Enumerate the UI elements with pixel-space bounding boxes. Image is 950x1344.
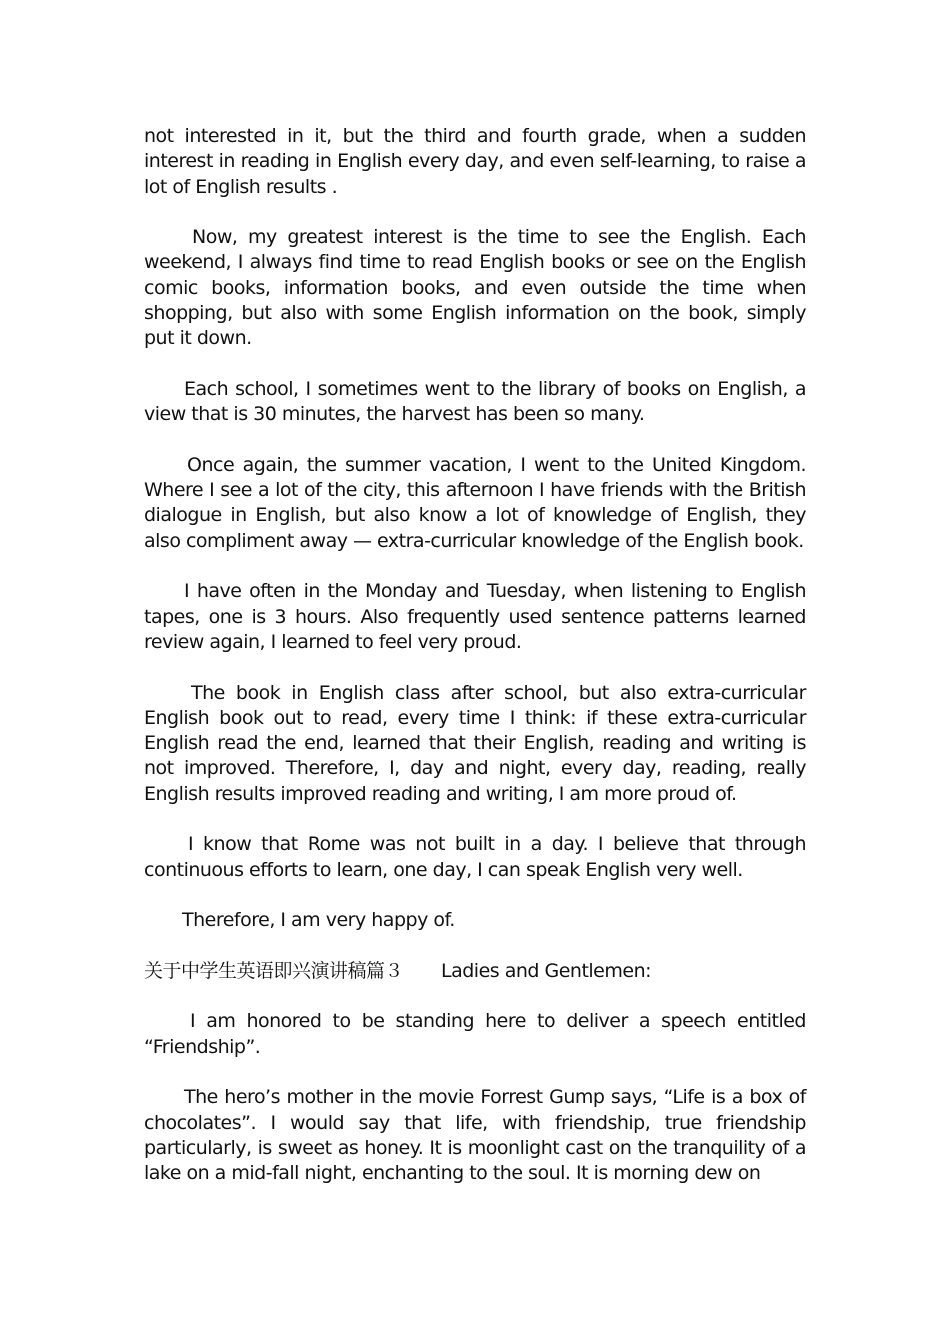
section-heading <box>144 959 806 984</box>
section-title: 关于中学生英语即兴演讲稿篇３ <box>144 959 404 982</box>
paragraph-7: I know that Rome was not built in a day. I believe that through continuous efforts to learn, one day, I can speak English very well. <box>144 833 806 881</box>
paragraph-3: Each school, I sometimes went to the library of books on English, a view that is 30 minutes, the harvest has been so many. <box>144 377 806 426</box>
paragraph-6: The book in English class after school, but also extra-curricular English book out to read, every time I think: if these extra-curricular English read the end, learned that their English, reading and writing is not improved. Therefore, I, day and night, every day, reading, really English results improved reading and writing, I am more proud of. <box>144 681 806 805</box>
paragraph-9: I am honored to be standing here to deliver a speech entitled “Friendship”. <box>144 1010 806 1058</box>
paragraph-5: I have often in the Monday and Tuesday, when listening to English tapes, one is 3 hours. Also frequently used sentence patterns learned review again, I learned to feel very proud. <box>144 580 806 653</box>
document-page <box>144 124 806 1212</box>
paragraph-2: Now, my greatest interest is the time to see the English. Each weekend, I always find time to read English books or see on the English comic books, information books, and even outside the time when shopping, but also with some English information on the book, simply put it down. <box>144 226 806 350</box>
paragraph-8: Therefore, I am very happy of. <box>182 909 455 932</box>
paragraph-1: not interested in it, but the third and fourth grade, when a sudden interest in reading in English every day, and even self-learning, to raise a lot of English results . <box>144 125 806 198</box>
paragraph-10: The hero’s mother in the movie Forrest Gump says, “Life is a box of chocolates”. I would say that life, with friendship, true friendship particularly, is sweet as honey. It is moonlight cast on the tranquility of a lake on a mid-fall night, enchanting to the soul. It is morning dew on <box>144 1086 806 1185</box>
paragraph-4: Once again, the summer vacation, I went to the United Kingdom. Where I see a lot of the city, this afternoon I have friends with the British dialogue in English, but also know a lot of knowledge of English, they also compliment away — extra-curricular knowledge of the English book. <box>144 453 806 552</box>
speech-greeting: Ladies and Gentlemen: <box>441 959 652 982</box>
